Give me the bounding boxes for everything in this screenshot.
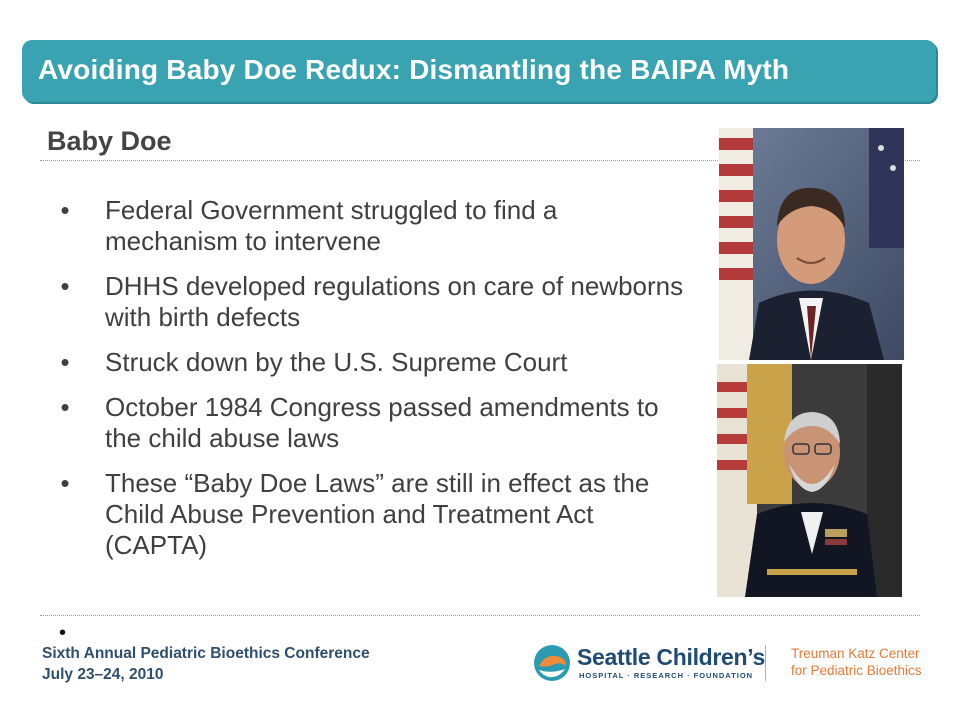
bullet-item [55, 392, 695, 454]
empty-bullet: • [59, 622, 67, 644]
portrait-photo-top [719, 128, 904, 360]
bullet-item [55, 271, 695, 333]
logo-name: Seattle Children’s [577, 644, 766, 670]
portrait-photo-bottom [717, 364, 902, 597]
seattle-childrens-logo [533, 643, 933, 683]
logo-tagline: HOSPITAL · RESEARCH · FOUNDATION [579, 671, 754, 680]
bullet-text: DHHS developed regulations on care of newborns with birth defects [105, 271, 684, 332]
bottom-divider [40, 615, 920, 616]
conference-name: Sixth Annual Pediatric Bioethics Conference [42, 645, 370, 662]
portrait-bottom-image [717, 364, 902, 597]
bullet-text: These “Baby Doe Laws” are still in effect as the Child Abuse Prevention and Treatment Act (CAPTA) [105, 468, 650, 560]
bullet-item [55, 195, 695, 257]
bullet-item [55, 468, 695, 561]
bullet-item [55, 347, 695, 378]
slide-title: Avoiding Baby Doe Redux: Dismantling the BAIPA Myth [38, 54, 790, 85]
portrait-top-image [719, 128, 904, 360]
bullet-marker: • [60, 195, 70, 225]
bullet-marker: • [60, 271, 70, 301]
bullet-list [55, 195, 695, 575]
conference-dates: July 23–24, 2010 [42, 666, 164, 683]
center-line-2: for Pediatric Bioethics [791, 663, 922, 678]
slide-title-bar [22, 40, 936, 102]
bullet-marker: • [60, 347, 70, 377]
bullet-text: October 1984 Congress passed amendments to the child abuse laws [105, 392, 659, 453]
whale-logo-icon [533, 644, 571, 682]
conference-info [42, 643, 370, 685]
section-heading: Baby Doe [47, 126, 172, 156]
bullet-marker: • [60, 468, 70, 498]
center-line-1: Treuman Katz Center [791, 646, 920, 661]
bullet-text: Struck down by the U.S. Supreme Court [105, 347, 568, 377]
bioethics-center-name [791, 645, 922, 679]
logo-divider [765, 645, 766, 681]
bullet-marker: • [60, 392, 70, 422]
bullet-text: Federal Government struggled to find a mechanism to intervene [105, 195, 558, 256]
